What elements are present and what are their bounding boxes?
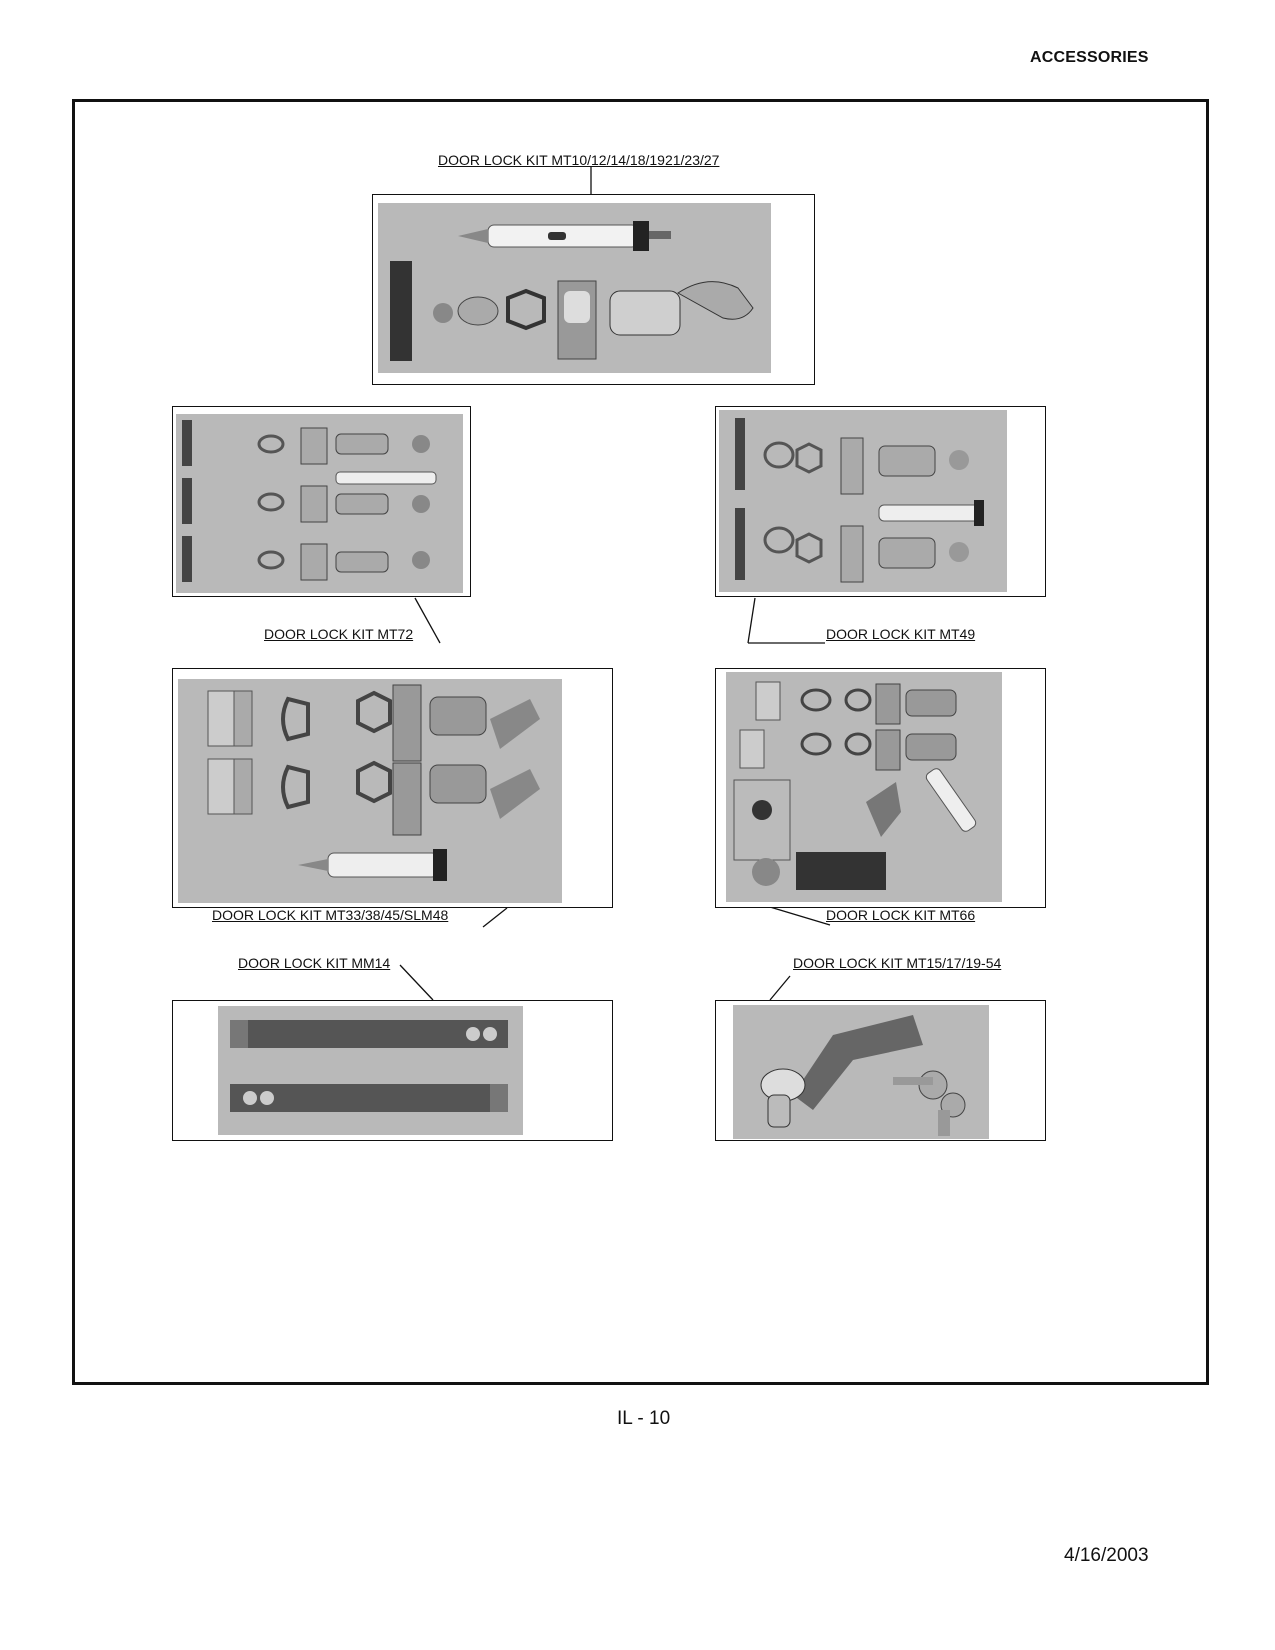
kit-label-mt15: DOOR LOCK KIT MT15/17/19-54: [793, 955, 1002, 971]
page-number: IL - 10: [617, 1408, 671, 1429]
section-title: ACCESSORIES: [1030, 49, 1149, 66]
kit-photo-box-mt72: [172, 406, 471, 597]
kit-label-mt10: DOOR LOCK KIT MT10/12/14/18/1921/23/27: [438, 152, 720, 168]
revision-date: 4/16/2003: [1064, 1545, 1149, 1566]
lock-parts-illustration: [176, 414, 463, 593]
cam-lock-illustration: [733, 1005, 989, 1139]
kit-photo-box-mt33: [172, 668, 613, 908]
kit-photo-box-mm14: [172, 1000, 613, 1141]
lock-parts-illustration: [378, 203, 771, 373]
kit-photo-mt66: [726, 672, 1002, 902]
kit-label-mt72: DOOR LOCK KIT MT72: [264, 626, 414, 642]
lock-parts-illustration: [178, 679, 562, 903]
kit-photo-box-mt49: [715, 406, 1046, 597]
kit-photo-mt15: [733, 1005, 989, 1139]
kit-photo-mt33: [178, 679, 562, 903]
kit-label-mm14: DOOR LOCK KIT MM14: [238, 955, 391, 971]
lock-parts-illustration: [719, 410, 1007, 592]
kit-photo-box-mt15: [715, 1000, 1046, 1141]
kit-photo-box-mt10: [372, 194, 815, 385]
kit-photo-mt72: [176, 414, 463, 593]
kit-photo-mt49: [719, 410, 1007, 592]
kit-photo-mm14: [218, 1006, 523, 1135]
kit-label-mt49: DOOR LOCK KIT MT49: [826, 626, 976, 642]
kit-label-mt33: DOOR LOCK KIT MT33/38/45/SLM48: [212, 907, 449, 923]
kit-photo-box-mt66: [715, 668, 1046, 908]
lock-parts-illustration: [726, 672, 1002, 902]
kit-label-mt66: DOOR LOCK KIT MT66: [826, 907, 976, 923]
lock-bars-illustration: [218, 1006, 523, 1135]
kit-photo-mt10: [378, 203, 771, 373]
